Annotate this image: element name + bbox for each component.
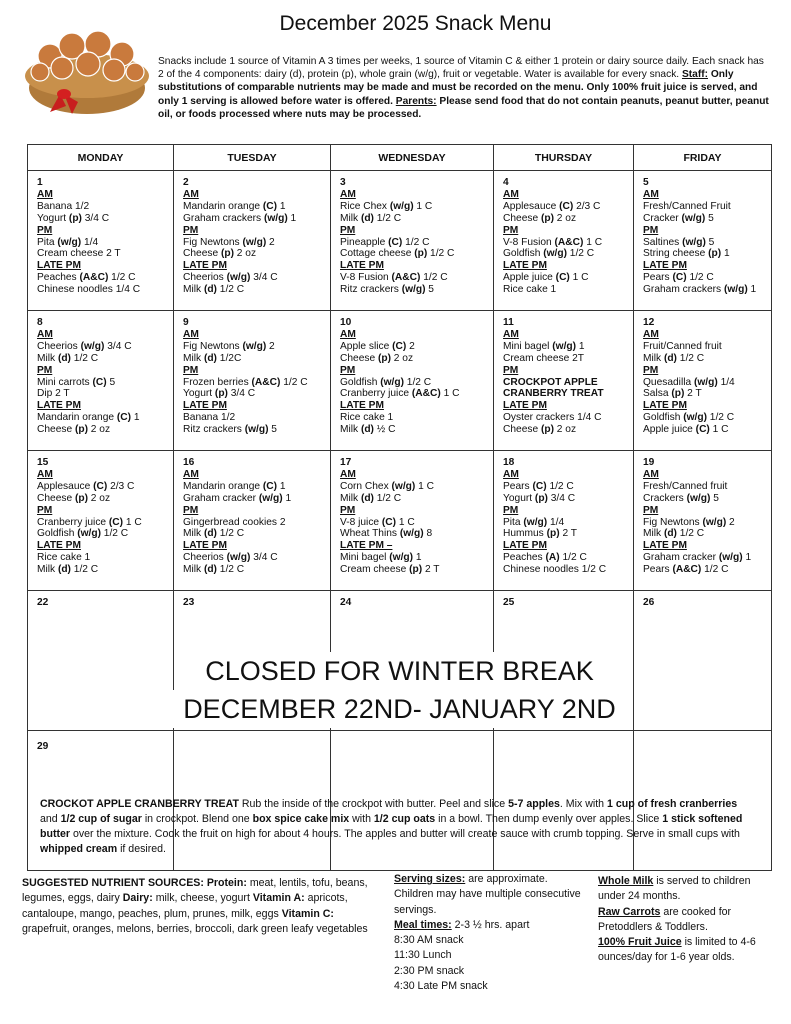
closed-line-1: CLOSED FOR WINTER BREAK <box>180 652 620 690</box>
day-cell <box>634 451 772 591</box>
snack-item: Milk (d) 1/2 C <box>183 528 245 540</box>
am-label: AM <box>37 188 53 200</box>
pm-label: PM <box>503 224 519 236</box>
snack-item: Cheerios (w/g) 3/4 C <box>183 552 278 564</box>
fruit-juice-label: 100% Fruit Juice <box>598 936 682 949</box>
late-pm-label: LATE PM <box>183 400 227 412</box>
late-pm-label: LATE PM <box>503 400 547 412</box>
day-number: 25 <box>503 597 515 608</box>
late-pm-label: LATE PM <box>37 540 81 552</box>
weekday-header-row <box>28 145 772 171</box>
snack-item: Cheese (p) 2 oz <box>37 492 111 504</box>
recipe-text: Rub the inside of the crockpot with butter. Peel and slice 5-7 apples. Mix with 1 cup of fresh cranberries and 1/2 cup of sugar in crockpot. Blend one box spice cake mix with 1/2 cup oats in a bowl. Then dump evenly over apples. Slice 1 stick softened butter over the mixture. Cook the fruit on high for about 4 hours. The apples and butter will create sauce with crumb topping. Serve in small cups with whipped cream if desired. <box>40 798 743 855</box>
intro-line: Snacks include 1 source of Vitamin A 3 times per weeks, 1 source of Vitamin C & either 1 protein or dairy source daily. Each snack has 2 of the 4 components: dairy (d), protein (p), whole grain (w/g), fruit or vegetable. Water is available for every snack. <box>158 56 764 81</box>
late-pm-label: LATE PM – <box>340 540 393 552</box>
snack-item: Fig Newtons (w/g) 2 <box>183 340 275 352</box>
day-number: 19 <box>643 457 655 468</box>
day-cell <box>331 451 494 591</box>
pm-label: PM <box>37 224 53 236</box>
meal-time-item: 4:30 Late PM snack <box>394 980 488 993</box>
snack-item: Graham crackers (w/g) 1 <box>183 212 297 224</box>
snack-item: Cracker (w/g) 5 <box>643 212 714 224</box>
snack-item: Mandarin orange (C) 1 <box>183 200 286 212</box>
snack-item: Peaches (A) 1/2 C <box>503 552 587 564</box>
snack-item: Cranberry juice (A&C) 1 C <box>340 388 460 400</box>
snack-item: Wheat Thins (w/g) 8 <box>340 528 433 540</box>
snack-item: Cranberry juice (C) 1 C <box>37 516 142 528</box>
snack-item: Cheerios (w/g) 3/4 C <box>183 272 278 284</box>
snack-item: Goldfish (w/g) 1/2 C <box>37 528 129 540</box>
recipe-paragraph <box>40 797 756 857</box>
protein-text: meat, lentils, tofu, beans, legumes, eggs, dairy <box>22 877 368 905</box>
snack-item: Chinese noodles 1/4 C <box>37 284 141 296</box>
snack-item: Milk (d) 1/2 C <box>340 492 402 504</box>
day-number: 10 <box>340 317 352 328</box>
am-label: AM <box>183 468 199 480</box>
snack-item: Yogurt (p) 3/4 C <box>183 388 256 400</box>
snack-item: Pita (w/g) 1/4 <box>503 516 565 528</box>
raw-carrots-label: Raw Carrots <box>598 905 661 918</box>
snack-item: Dip 2 T <box>37 388 70 400</box>
snack-item: Banana 1/2 <box>37 200 90 212</box>
am-label: AM <box>340 468 356 480</box>
day-cell <box>174 451 331 591</box>
snack-item: Pears (A&C) 1/2 C <box>643 564 729 576</box>
snack-item: Milk (d) 1/2 C <box>643 528 705 540</box>
day-number: 9 <box>183 317 189 328</box>
snack-item: Corn Chex (w/g) 1 C <box>340 480 434 492</box>
am-label: AM <box>643 188 659 200</box>
week-row <box>28 451 772 591</box>
whole-milk-text: is served to children under 24 months. <box>598 875 751 903</box>
am-label: AM <box>183 328 199 340</box>
day-number: 5 <box>643 177 649 188</box>
day-number: 16 <box>183 457 195 468</box>
weekday-header: THURSDAY <box>494 145 634 171</box>
snack-item: Cheerios (w/g) 3/4 C <box>37 340 132 352</box>
snack-calendar <box>27 144 772 871</box>
pm-label: PM <box>643 504 659 516</box>
snack-item: Rice Chex (w/g) 1 C <box>340 200 433 212</box>
snack-item: Rice cake 1 <box>37 552 91 564</box>
week-row <box>28 311 772 451</box>
day-number: 15 <box>37 457 49 468</box>
snack-item: Milk (d) 1/2 C <box>183 564 245 576</box>
snack-item: Mini bagel (w/g) 1 <box>503 340 585 352</box>
snack-item: Milk (d) 1/2 C <box>340 212 402 224</box>
snack-item: Cream cheese (p) 2 T <box>340 564 440 576</box>
day-number: 12 <box>643 317 655 328</box>
serving-info <box>394 872 584 994</box>
snack-item: Milk (d) 1/2 C <box>37 352 99 364</box>
snack-item: Milk (d) ½ C <box>340 424 396 436</box>
weekday-header: WEDNESDAY <box>331 145 494 171</box>
pm-label: PM <box>503 504 519 516</box>
day-cell <box>634 171 772 311</box>
pm-label: PM <box>340 364 356 376</box>
snack-item: Fig Newtons (w/g) 2 <box>183 236 275 248</box>
vitamin-a-text: apricots, cantaloupe, mango, peaches, plum, prunes, milk, eggs <box>22 892 348 920</box>
vitamin-c-text: grapefruit, oranges, melons, berries, broccoli, dark green leafy vegetables <box>22 922 368 935</box>
snack-item: CRANBERRY TREAT <box>503 388 604 400</box>
day-cell <box>634 311 772 451</box>
snack-item: Oyster crackers 1/4 C <box>503 412 602 424</box>
pm-label: PM <box>37 504 53 516</box>
snack-item: Mandarin orange (C) 1 <box>37 412 140 424</box>
snack-item: Applesauce (C) 2/3 C <box>503 200 601 212</box>
intro-text <box>158 55 770 121</box>
pm-label: PM <box>643 224 659 236</box>
day-cell <box>494 451 634 591</box>
snack-item: Fresh/Canned Fruit <box>643 200 731 212</box>
day-cell <box>494 591 634 731</box>
notes-column <box>598 874 773 966</box>
snack-item: V-8 juice (C) 1 C <box>340 516 415 528</box>
snack-item: Mandarin orange (C) 1 <box>183 480 286 492</box>
fruit-juice-text: is limited to 4-6 ounces/day for 1-6 year olds. <box>598 936 756 964</box>
snack-item: Cheese (p) 2 oz <box>503 424 577 436</box>
vitamin-a-label: Vitamin A: <box>252 892 305 905</box>
pm-label: PM <box>183 224 199 236</box>
day-cell <box>28 591 174 731</box>
late-pm-label: LATE PM <box>37 260 81 272</box>
late-pm-label: LATE PM <box>37 400 81 412</box>
day-number: 24 <box>340 597 352 608</box>
weekday-header: MONDAY <box>28 145 174 171</box>
staff-label: Staff: <box>681 69 708 81</box>
snack-item: Apple juice (C) 1 C <box>643 424 729 436</box>
day-number: 3 <box>340 177 346 188</box>
snack-item: Applesauce (C) 2/3 C <box>37 480 135 492</box>
snack-item: String cheese (p) 1 <box>643 248 730 260</box>
pm-label: PM <box>340 504 356 516</box>
closed-line-2: DECEMBER 22ND- JANUARY 2ND <box>170 690 630 728</box>
day-cell <box>174 171 331 311</box>
snack-item: Rice cake 1 <box>503 284 557 296</box>
vitamin-c-label: Vitamin C: <box>281 907 334 920</box>
late-pm-label: LATE PM <box>183 540 227 552</box>
nutrient-sources <box>22 876 382 937</box>
meal-time-item: 11:30 Lunch <box>394 949 452 962</box>
parents-text: Please send food that do not contain peanuts, peanut butter, peanut oil, or foods processed where nuts may be processed. <box>158 95 769 120</box>
snack-item: Fruit/Canned fruit <box>643 340 722 352</box>
snack-item: CROCKPOT APPLE <box>503 376 598 388</box>
week-row <box>28 591 772 731</box>
day-cell <box>174 591 331 731</box>
snack-item: Cheese (p) 2 oz <box>183 248 257 260</box>
snack-item: Frozen berries (A&C) 1/2 C <box>183 376 308 388</box>
late-pm-label: LATE PM <box>340 260 384 272</box>
day-number: 4 <box>503 177 509 188</box>
snack-item: Peaches (A&C) 1/2 C <box>37 272 136 284</box>
snack-item: Pears (C) 1/2 C <box>503 480 574 492</box>
meal-times-text: 2-3 ½ hrs. apart <box>454 918 530 931</box>
snack-item: Milk (d) 1/2C <box>183 352 242 364</box>
snack-item: V-8 Fusion (A&C) 1/2 C <box>340 272 448 284</box>
day-number: 22 <box>37 597 49 608</box>
late-pm-label: LATE PM <box>643 260 687 272</box>
day-number: 2 <box>183 177 189 188</box>
whole-milk-label: Whole Milk <box>598 875 654 887</box>
snack-item: Cream cheese 2 T <box>37 248 121 260</box>
day-cell <box>494 311 634 451</box>
snack-item: Banana 1/2 <box>183 412 236 424</box>
late-pm-label: LATE PM <box>340 400 384 412</box>
am-label: AM <box>643 468 659 480</box>
am-label: AM <box>340 328 356 340</box>
protein-label: Protein: <box>206 877 247 889</box>
am-label: AM <box>340 188 356 200</box>
snack-item: Chinese noodles 1/2 C <box>503 564 607 576</box>
am-label: AM <box>643 328 659 340</box>
am-label: AM <box>183 188 199 200</box>
am-label: AM <box>503 468 519 480</box>
day-number: 8 <box>37 317 43 328</box>
snack-item: Fresh/Canned fruit <box>643 480 728 492</box>
snack-item: Pita (w/g) 1/4 <box>37 236 99 248</box>
dairy-text: milk, cheese, yogurt <box>155 892 250 905</box>
snack-item: Milk (d) 1/2 C <box>183 284 245 296</box>
snack-item: Fig Newtons (w/g) 2 <box>643 516 735 528</box>
snack-item: Apple juice (C) 1 C <box>503 272 589 284</box>
staff-text: Only substitutions of comparable nutrients may be made and must be recorded on the menu. Only 100% fruit juice is served, and only 1 serving is allowed before water is offered. <box>158 69 758 107</box>
pm-label: PM <box>183 504 199 516</box>
snack-item: Hummus (p) 2 T <box>503 528 577 540</box>
weekday-header: TUESDAY <box>174 145 331 171</box>
snack-item: Cheese (p) 2 oz <box>340 352 414 364</box>
page-title: December 2025 Snack Menu <box>279 12 552 35</box>
serving-sizes-label: Serving sizes: <box>394 873 466 885</box>
meal-time-item: 2:30 PM snack <box>394 964 465 977</box>
day-cell <box>28 451 174 591</box>
pm-label: PM <box>643 364 659 376</box>
day-number: 26 <box>643 597 655 608</box>
pm-label: PM <box>37 364 53 376</box>
parents-label: Parents: <box>395 95 437 107</box>
late-pm-label: LATE PM <box>503 260 547 272</box>
meal-times-label: Meal times: <box>394 918 452 931</box>
late-pm-label: LATE PM <box>183 260 227 272</box>
nutrient-title: SUGGESTED NUTRIENT SOURCES: <box>22 877 204 889</box>
snack-item: Gingerbread cookies 2 <box>183 516 286 528</box>
am-label: AM <box>37 468 53 480</box>
pm-label: PM <box>183 364 199 376</box>
day-cell <box>634 591 772 731</box>
snack-item: Ritz crackers (w/g) 5 <box>183 424 277 436</box>
late-pm-label: LATE PM <box>643 540 687 552</box>
am-label: AM <box>37 328 53 340</box>
recipe-title: CROCKOT APPLE CRANBERRY TREAT <box>40 798 239 810</box>
day-number: 18 <box>503 457 515 468</box>
weekday-header: FRIDAY <box>634 145 772 171</box>
snack-item: Cheese (p) 2 oz <box>503 212 577 224</box>
snack-item: Mini carrots (C) 5 <box>37 376 116 388</box>
day-number: 23 <box>183 597 195 608</box>
serving-sizes-text: are approximate. Children may have multiple consecutive servings. <box>394 873 581 916</box>
snack-item: Milk (d) 1/2 C <box>37 564 99 576</box>
day-cell <box>331 311 494 451</box>
snack-item: Graham crackers (w/g) 1 <box>643 284 757 296</box>
snack-item: Ritz crackers (w/g) 5 <box>340 284 434 296</box>
day-cell <box>331 591 494 731</box>
am-label: AM <box>503 328 519 340</box>
snack-item: Rice cake 1 <box>340 412 394 424</box>
day-cell <box>28 311 174 451</box>
snack-item: Goldfish (w/g) 1/2 C <box>643 412 735 424</box>
pm-label: PM <box>340 224 356 236</box>
day-number: 11 <box>503 317 514 328</box>
snack-item: Crackers (w/g) 5 <box>643 492 719 504</box>
snack-item: Cottage cheese (p) 1/2 C <box>340 248 455 260</box>
pm-label: PM <box>503 364 519 376</box>
snack-item: Pineapple (C) 1/2 C <box>340 236 430 248</box>
snack-item: Pears (C) 1/2 C <box>643 272 714 284</box>
snack-item: Graham cracker (w/g) 1 <box>183 492 292 504</box>
day-cell <box>28 171 174 311</box>
day-number: 29 <box>37 741 49 752</box>
snack-item: Goldfish (w/g) 1/2 C <box>340 376 432 388</box>
snack-item: Cheese (p) 2 oz <box>37 424 111 436</box>
snack-item: Milk (d) 1/2 C <box>643 352 705 364</box>
day-cell <box>331 171 494 311</box>
snack-item: Goldfish (w/g) 1/2 C <box>503 248 595 260</box>
raw-carrots-text: are cooked for Pretoddlers & Toddlers. <box>598 905 732 933</box>
meal-time-item: 8:30 AM snack <box>394 934 464 947</box>
snack-item: Saltines (w/g) 5 <box>643 236 715 248</box>
snack-item: Yogurt (p) 3/4 C <box>503 492 576 504</box>
snack-item: Yogurt (p) 3/4 C <box>37 212 110 224</box>
snack-item: Apple slice (C) 2 <box>340 340 415 352</box>
snack-item: Quesadilla (w/g) 1/4 <box>643 376 735 388</box>
am-label: AM <box>503 188 519 200</box>
day-cell <box>174 311 331 451</box>
snack-item: Graham cracker (w/g) 1 <box>643 552 752 564</box>
snack-item: Mini bagel (w/g) 1 <box>340 552 422 564</box>
day-number: 17 <box>340 457 352 468</box>
snack-item: Salsa (p) 2 T <box>643 388 702 400</box>
late-pm-label: LATE PM <box>643 400 687 412</box>
week-row <box>28 171 772 311</box>
dairy-label: Dairy: <box>122 892 153 905</box>
snack-item: V-8 Fusion (A&C) 1 C <box>503 236 603 248</box>
snack-item: Cream cheese 2T <box>503 352 584 364</box>
day-cell <box>494 171 634 311</box>
late-pm-label: LATE PM <box>503 540 547 552</box>
day-number: 1 <box>37 177 43 188</box>
